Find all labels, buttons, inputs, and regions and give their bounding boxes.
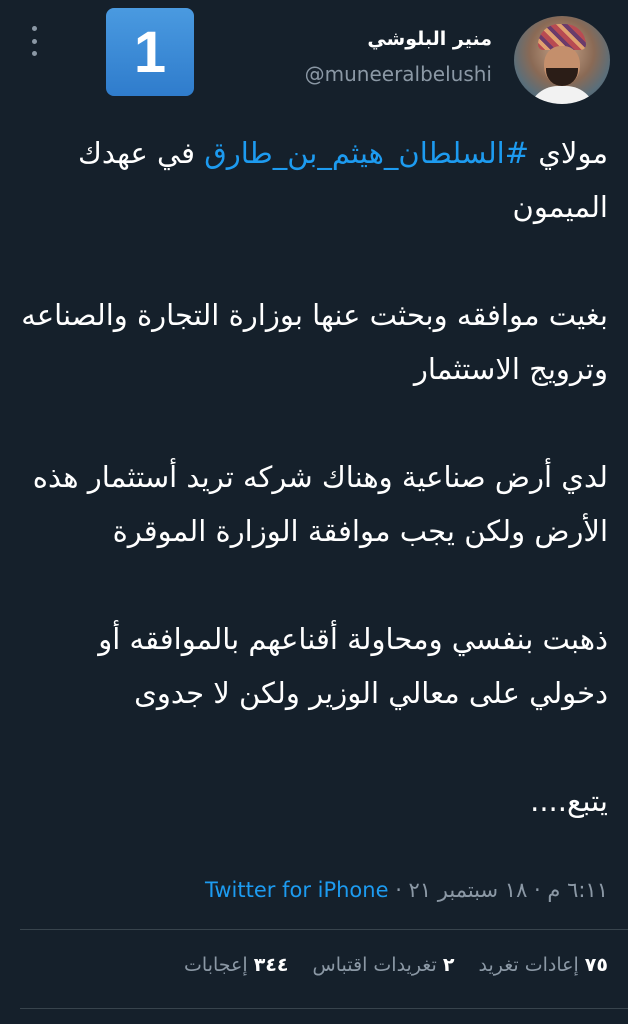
tweet-time[interactable]: ٦:١١ م (547, 878, 608, 902)
tweet-line1-prefix: مولاي (529, 136, 608, 170)
likes-label: إعجابات (184, 954, 248, 976)
avatar[interactable] (514, 16, 610, 104)
author-handle[interactable]: @muneeralbelushi (304, 62, 492, 86)
tweet-line1-suffix: في عهدك الميمون (77, 136, 608, 224)
retweets-stat[interactable] (478, 954, 608, 976)
divider (20, 1008, 628, 1009)
tweet-paragraph-1 (20, 126, 608, 234)
tweet-paragraph-5: يتبع.... (530, 784, 608, 818)
retweets-label: إعادات تغريد (478, 954, 579, 976)
tweet-text (20, 126, 608, 828)
tweet-paragraph-3: لدي أرض صناعية وهناك شركه تريد أستثمار هذه الأرض ولكن يجب موافقة الوزارة الموقرة (32, 460, 608, 548)
quotes-label: تغريدات اقتباس (312, 954, 437, 976)
hashtag-link[interactable]: #السلطان_هيثم_بن_طارق (204, 136, 530, 170)
tweet-meta (205, 878, 608, 902)
tweet-stats (166, 954, 608, 976)
number-badge (106, 8, 194, 96)
tweet-source-link[interactable]: Twitter for iPhone (205, 878, 389, 902)
tweet-date[interactable]: ١٨ سبتمبر ٢١ (408, 878, 528, 902)
divider (20, 929, 628, 930)
badge-label: 1 (133, 19, 167, 85)
likes-stat[interactable] (184, 954, 288, 976)
tweet-paragraph-2: بغيت موافقه وبحثت عنها بوزارة التجارة والصناعه وترويج الاستثمار (21, 298, 608, 386)
author-name[interactable]: منير البلوشي (367, 28, 492, 50)
likes-count: ٣٤٤ (253, 954, 289, 976)
quotes-count: ٢ (442, 954, 455, 976)
meta-separator: · (388, 878, 409, 902)
more-options-icon[interactable] (24, 26, 44, 56)
quotes-stat[interactable] (313, 954, 455, 976)
meta-separator: · (527, 878, 548, 902)
tweet-paragraph-4: ذهبت بنفسي ومحاولة أقناعهم بالموافقه أو دخولي على معالي الوزير ولكن لا جدوى (98, 622, 608, 710)
retweets-count: ٧٥ (584, 954, 608, 976)
